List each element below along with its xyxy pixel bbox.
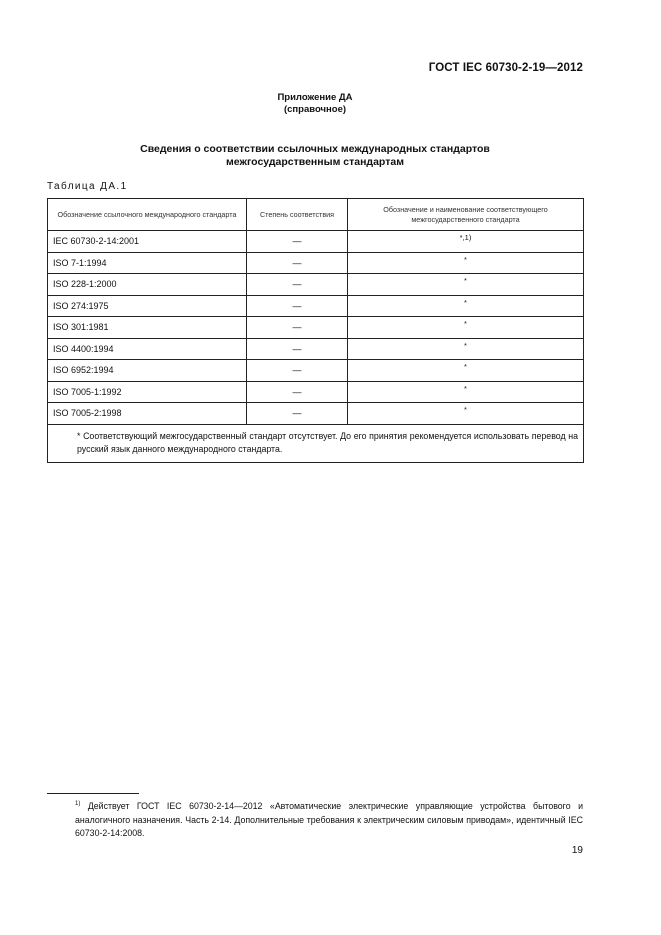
table-row [48, 274, 584, 296]
reference-cell: IEC 60730-2-14:2001 [48, 231, 247, 253]
table-row [48, 295, 584, 317]
table-header-row [48, 199, 584, 231]
footnote-marker: 1) [75, 801, 81, 807]
interstate-mark-cell: * [348, 274, 584, 296]
section-heading-line-1: Сведения о соответствии ссылочных международных стандартов [140, 143, 490, 155]
degree-cell: — [247, 295, 348, 317]
reference-cell: ISO 274:1975 [48, 295, 247, 317]
degree-cell: — [247, 338, 348, 360]
column-header-degree: Степень соответствия [247, 199, 348, 231]
column-header-interstate: Обозначение и наименование соответствующего межгосударственного стандарта [348, 199, 584, 231]
interstate-mark-cell: * [348, 360, 584, 382]
reference-cell: ISO 301:1981 [48, 317, 247, 339]
table-note [48, 424, 584, 462]
interstate-mark-cell: * [348, 295, 584, 317]
degree-cell: — [247, 274, 348, 296]
interstate-mark-cell: *,1) [348, 231, 584, 253]
reference-cell: ISO 7005-2:1998 [48, 403, 247, 425]
footnote [47, 800, 583, 841]
degree-cell: — [247, 403, 348, 425]
interstate-mark-cell: * [348, 381, 584, 403]
column-header-reference: Обозначение ссылочного международного стандарта [48, 199, 247, 231]
degree-cell: — [247, 317, 348, 339]
table-note-text: * Соответствующий межгосударственный стандарт отсутствует. До его принятия рекомендуется использовать перевод на русский язык данного международного стандарта. [77, 430, 578, 454]
degree-cell: — [247, 252, 348, 274]
degree-cell: — [247, 360, 348, 382]
annex-subtitle: (справочное) [283, 104, 347, 115]
degree-cell: — [247, 381, 348, 403]
reference-cell: ISO 7-1:1994 [48, 252, 247, 274]
annex-title: Приложение ДА [277, 92, 353, 103]
interstate-mark-cell: * [348, 403, 584, 425]
section-heading-line-2: межгосударственным стандартам [226, 156, 404, 168]
footnote-divider [47, 793, 139, 794]
table-row [48, 360, 584, 382]
correspondence-table [47, 198, 584, 463]
interstate-mark-cell: * [348, 252, 584, 274]
reference-cell: ISO 4400:1994 [48, 338, 247, 360]
table-label: Таблица ДА.1 [47, 181, 128, 192]
standard-code: ГОСТ IEC 60730-2-19—2012 [428, 62, 583, 74]
table-note-row [48, 424, 584, 462]
degree-cell: — [247, 231, 348, 253]
table-row [48, 231, 584, 253]
reference-cell: ISO 228-1:2000 [48, 274, 247, 296]
footnote-text: Действует ГОСТ IEC 60730-2-14—2012 «Автоматические электрические управляющие устройства бытового и аналогичного назначения. Часть 2-14. Дополнительные требования к электрическим силовым приводам», идентичный IEC 60730-2-14:2008. [75, 801, 583, 838]
interstate-mark-cell: * [348, 317, 584, 339]
table-row [48, 403, 584, 425]
interstate-mark-cell: * [348, 338, 584, 360]
table-row [48, 381, 584, 403]
table-row [48, 338, 584, 360]
table-row [48, 317, 584, 339]
reference-cell: ISO 7005-1:1992 [48, 381, 247, 403]
page-number: 19 [571, 845, 583, 856]
reference-cell: ISO 6952:1994 [48, 360, 247, 382]
table-row [48, 252, 584, 274]
